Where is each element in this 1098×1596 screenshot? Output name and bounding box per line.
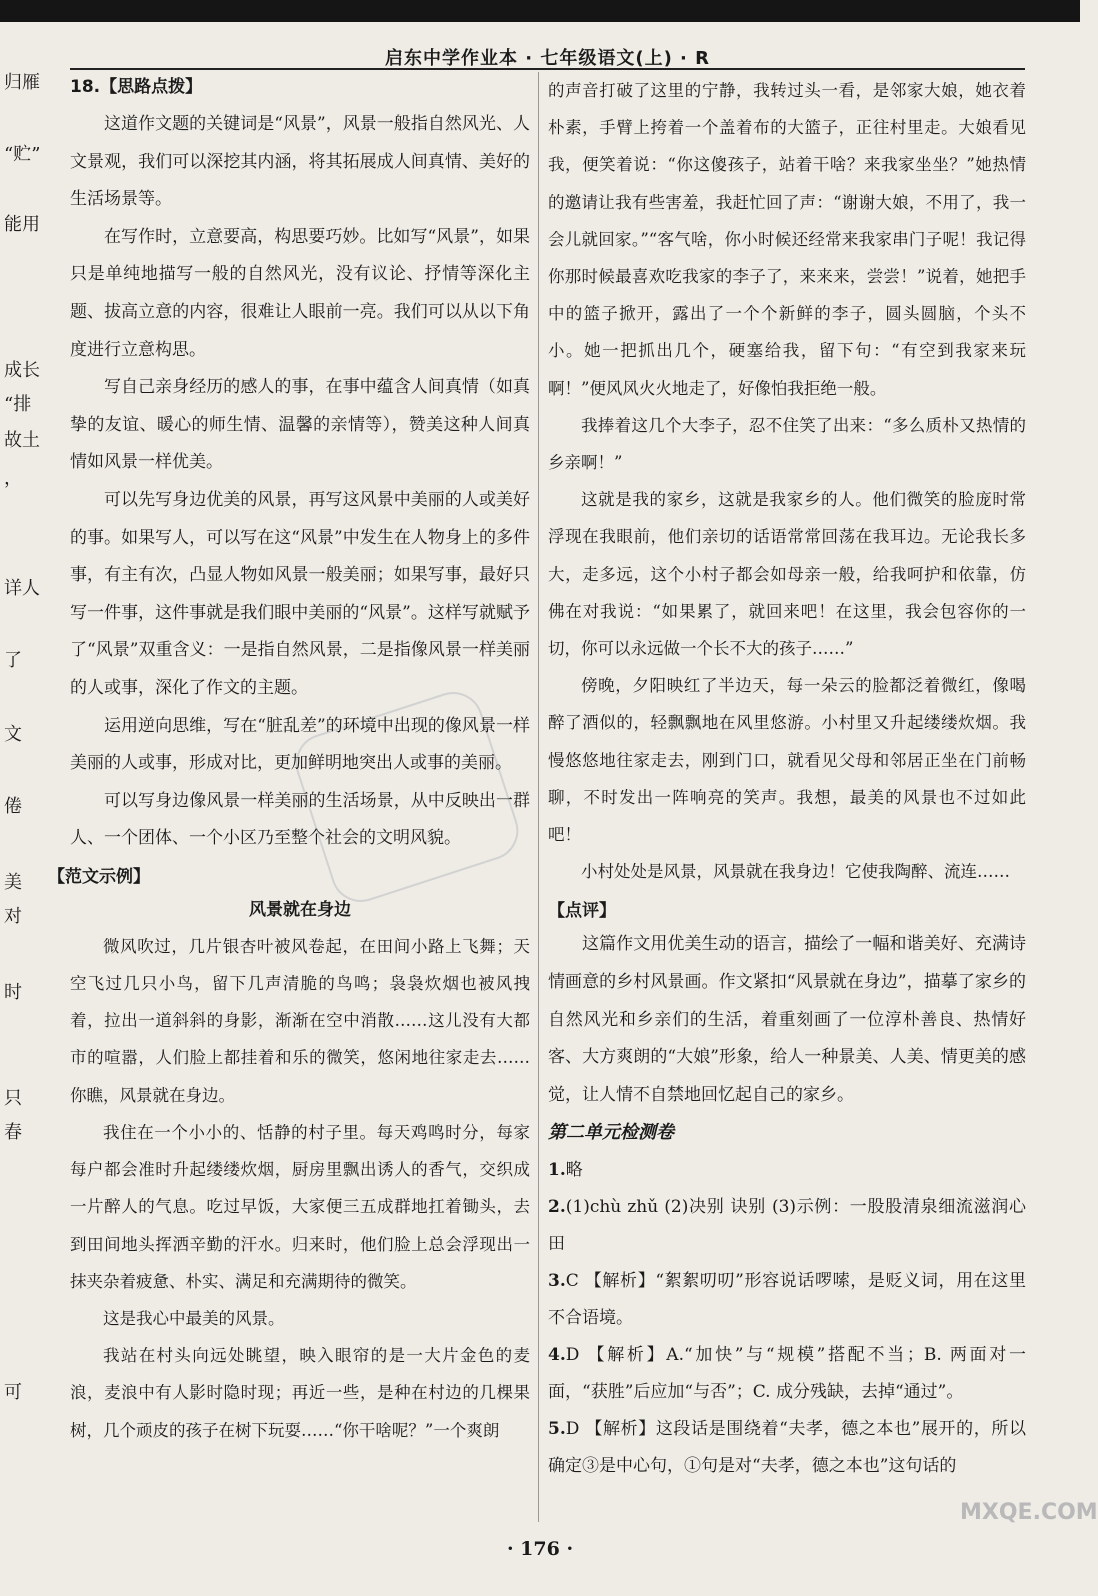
edge-fragment: 对 xyxy=(4,906,22,927)
answer-number: 2. xyxy=(548,1197,566,1218)
edge-fragment: 只 xyxy=(4,1088,22,1109)
essay-paragraph: 我住在一个小小的、恬静的村子里。每天鸡鸣时分，每家每户都会准时升起缕缕炊烟，厨房里飘出诱人的香气，交织成一片醉人的气息。吃过早饭，大家便三五成群地扛着锄头，去到田间地头挥洒辛勤的汗水。归来时，他们脸上总会浮现出一抹夹杂着疲惫、朴实、满足和充满期待的微笑。 xyxy=(70,1122,530,1291)
header-title: 启东中学作业本 · 七年级语文(上) · R xyxy=(384,48,711,69)
edge-fragment: “排 xyxy=(4,394,32,415)
review-heading: 【点评】 xyxy=(548,901,616,922)
paragraph: 可以先写身边优美的风景，再写这风景中美丽的人或美好的事。如果写人，可以写在这“风景”中发生在人物身上的多件事，有主有次，凸显人物如风景一般美丽；如果写事，最好只写一件事，这件事就是我们眼中美丽的“风景”。这样写就赋予了“风景”双重含义：一是指自然风景，二是指像风景一样美丽的人或事，深化了作文的主题。 xyxy=(70,489,530,698)
edge-fragment: ， xyxy=(4,468,22,489)
sample-heading: 【范文示例】 xyxy=(48,866,150,887)
answer-item xyxy=(548,1189,1026,1263)
essay-paragraph: 我捧着这几个大李子，忍不住笑了出来：“多么质朴又热情的乡亲啊！” xyxy=(548,415,1026,473)
scan-top-edge xyxy=(0,0,1080,22)
edge-fragment: 可 xyxy=(4,1382,22,1403)
site-watermark: MXQE.COM xyxy=(960,1500,1098,1525)
answer-number: 1. xyxy=(548,1160,566,1181)
page-number: · 176 · xyxy=(506,1538,574,1560)
page-header xyxy=(70,44,1025,70)
answer-text: D 【解析】这段话是围绕着“夫孝，德之本也”展开的，所以确定③是中心句，①句是对“夫孝，德之本也”这句话的 xyxy=(548,1419,1026,1477)
paragraph: 在写作时，立意要高，构思要巧妙。比如写“风景”，如果只是单纯地描写一般的自然风光，没有议论、抒情等深化主题、拔高立意的内容，很难让人眼前一亮。我们可以从以下角度进行立意构思。 xyxy=(70,226,530,360)
paragraph: 这道作文题的关键词是“风景”，风景一般指自然风光、人文景观，我们可以深挖其内涵，将其拓展成人间真情、美好的生活场景等。 xyxy=(70,114,530,210)
left-column xyxy=(48,72,530,1449)
essay-paragraph: 小村处处是风景，风景就在我身边！它使我陶醉、流连…… xyxy=(581,862,1010,882)
essay-paragraph: 的声音打破了这里的宁静，我转过头一看，是邻家大娘，她衣着朴素，手臂上挎着一个盖着布的大篮子，正往村里走。大娘看见我，便笑着说：“你这傻孩子，站着干啥？来我家坐坐？”她热情的邀请让我有些害羞，我赶忙回了声：“谢谢大娘，不用了，我一会儿就回家。”“客气啥，你小时候还经常来我家串门子呢！我记得你那时候最喜欢吃我家的李子了，来来来，尝尝！”说着，她把手中的篮子掀开，露出了一个个新鲜的李子，圆头圆脑，个头不小。她一把抓出几个，硬塞给我，留下句：“有空到我家来玩啊！”便风风火火地走了，好像怕我拒绝一般。 xyxy=(548,81,1026,398)
edge-fragment: 归雁 xyxy=(4,72,40,93)
edge-fragment: 倦 xyxy=(4,796,22,817)
edge-fragment: 详人 xyxy=(4,578,40,599)
essay-paragraph: 这就是我的家乡，这就是我家乡的人。他们微笑的脸庞时常浮现在我眼前，他们亲切的话语常常回荡在我耳边。无论我长多大，走多远，这个小村子都会如母亲一般，给我呵护和依靠，仿佛在对我说：“如果累了，就回来吧！在这里，我会包容你的一切，你可以永远做一个长不大的孩子……” xyxy=(548,490,1026,659)
answer-text: (1)chù zhǔ (2)决别 诀别 (3)示例：一股股清泉细流滋润心田 xyxy=(548,1197,1026,1255)
edge-fragment: 了 xyxy=(4,650,22,671)
answer-text: D 【解析】A.“加快”与“规模”搭配不当；B. 两面对一面，“获胜”后应加“与否”；C. 成分残缺，去掉“通过”。 xyxy=(548,1345,1026,1403)
edge-fragment: 时 xyxy=(4,982,22,1003)
answer-item xyxy=(548,1152,1026,1189)
paragraph: 可以写身边像风景一样美丽的生活场景，从中反映出一群人、一个团体、一个小区乃至整个社会的文明风貌。 xyxy=(70,790,530,849)
answer-item xyxy=(548,1337,1026,1411)
answer-item xyxy=(548,1263,1026,1337)
previous-page-edge xyxy=(0,60,42,1540)
column-divider xyxy=(538,72,539,1522)
q18-heading: 18.【思路点拨】 xyxy=(70,77,203,97)
essay-paragraph: 傍晚，夕阳映红了半边天，每一朵云的脸都泛着微红，像喝醉了酒似的，轻飘飘地在风里悠游。小村里又升起缕缕炊烟。我慢悠悠地往家走去，刚到门口，就看见父母和邻居正坐在门前畅聊，不时发出一阵响亮的笑声。我想，最美的风景也不过如此吧！ xyxy=(548,676,1026,845)
unit-title: 第二单元检测卷 xyxy=(548,1122,674,1144)
edge-fragment: “贮” xyxy=(4,144,41,165)
edge-fragment: 美 xyxy=(4,872,22,893)
answer-text: 略 xyxy=(565,1160,583,1181)
essay-paragraph: 微风吹过，几片银杏叶被风卷起，在田间小路上飞舞；天空飞过几只小鸟，留下几声清脆的鸟鸣；袅袅炊烟也被风拽着，拉出一道斜斜的身影，渐渐在空中消散……这儿没有大都市的喧嚣，人们脸上都挂着和乐的微笑，悠闲地往家走去……你瞧，风景就在身边。 xyxy=(70,936,530,1105)
essay-paragraph: 这是我心中最美的风景。 xyxy=(103,1308,285,1328)
answer-number: 5. xyxy=(548,1419,566,1440)
answer-text: C 【解析】“絮絮叨叨”形容说话啰嗦，是贬义词，用在这里不合语境。 xyxy=(548,1271,1026,1329)
edge-fragment: 文 xyxy=(4,724,22,745)
essay-title: 风景就在身边 xyxy=(249,899,351,920)
edge-fragment: 成长 xyxy=(4,360,40,381)
paragraph: 运用逆向思维，写在“脏乱差”的环境中出现的像风景一样美丽的人或事，形成对比，更加鲜明地突出人或事的美丽。 xyxy=(70,715,530,774)
edge-fragment: 春 xyxy=(4,1122,22,1143)
essay-paragraph: 我站在村头向远处眺望，映入眼帘的是一大片金色的麦浪，麦浪中有人影时隐时现；再近一些，是种在村边的几棵果树，几个顽皮的孩子在树下玩耍……“你干啥呢？”一个爽朗 xyxy=(70,1346,530,1440)
edge-fragment: 能用 xyxy=(4,214,40,235)
right-column xyxy=(548,72,1026,1485)
review-paragraph: 这篇作文用优美生动的语言，描绘了一幅和谐美好、充满诗情画意的乡村风景画。作文紧扣“风景就在身边”，描摹了家乡的自然风光和乡亲们的生活，着重刻画了一位淳朴善良、热情好客、大方爽朗的“大娘”形象，给人一种景美、人美、情更美的感觉，让人情不自禁地回忆起自己的家乡。 xyxy=(548,934,1026,1105)
answer-item xyxy=(548,1411,1026,1485)
answer-number: 4. xyxy=(548,1345,566,1366)
edge-fragment: 故土 xyxy=(4,430,40,451)
answer-number: 3. xyxy=(548,1271,566,1292)
paragraph: 写自己亲身经历的感人的事，在事中蕴含人间真情（如真挚的友谊、暖心的师生情、温馨的亲情等），赞美这种人间真情如风景一样优美。 xyxy=(70,377,530,473)
